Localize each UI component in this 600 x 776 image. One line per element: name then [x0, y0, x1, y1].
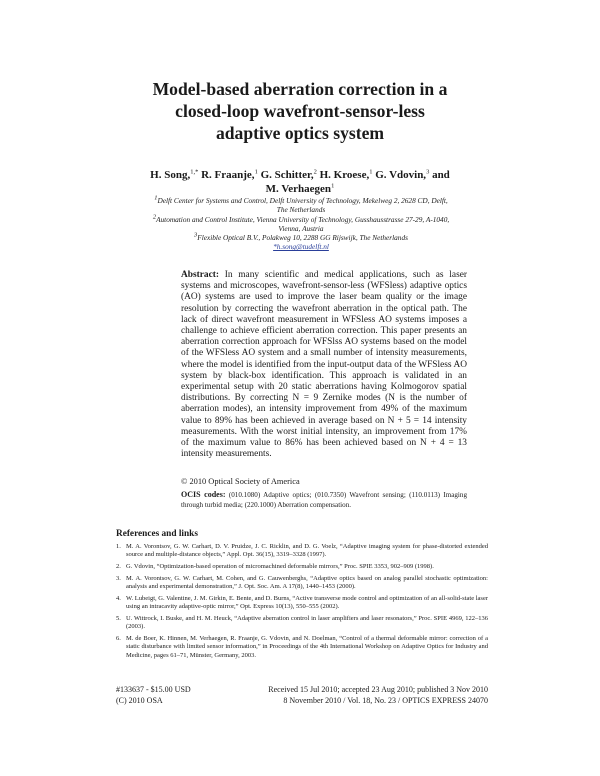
footer-left — [116, 685, 191, 706]
journal-citation: 8 November 2010 / Vol. 18, No. 23 / OPTICS EXPRESS 24070 — [283, 695, 488, 705]
affiliation-text: Automation and Control Institute, Vienna University of Technology, Gusshausstrasse 27-29, A-1040, Vienna, Austria — [156, 214, 450, 233]
abstract-body: In many scientific and medical applications, such as laser systems and microscopes, wavefront-sensor-less (WFSless) adaptive optics (AO) systems are used to improve the laser beam quality or the image resolution by correcting the wavefront aberration in the optical path. The lack of direct wavefront measurement in WFSless AO systems imposes a challenge to achieve efficient aberration correction. This paper presents an aberration correction approach for WFSlss AO systems based on the model of the WFSless AO system and a small number of intensity measurements, where the model is identified from the input-output data of the WFSless AO system by black-box identification. This approach is validated in an experimental setup with 20 static aberrations having Kolmogorov spatial distributions. By correcting N = 9 Zernike modes (N is the number of aberration modes), an intensity improvement from 49% of the maximum value to 89% has been achieved in average based on N + 5 = 14 intensity measurements. With the worst initial intensity, an improvement from 17% of the maximum value to 86% has been achieved based on N + 4 = 13 intensity measurements. — [181, 270, 467, 460]
footer-copyright: (C) 2010 OSA — [116, 695, 163, 705]
paper-title — [100, 78, 500, 144]
abstract — [181, 270, 467, 460]
reference-text: U. Wittrock, I. Buske, and H. M. Heuck, “Adaptive aberration control in laser amplifiers and laser resonators,” Proc. SPIE 4969, 122–136 (2003). — [126, 615, 488, 631]
reference-text: W. Lubeigt, G. Valentine, J. M. Girkin, E. Bente, and D. Burns, “Active transverse mode control and optimization of an all-solid-state laser using an intracavity adaptive-optic mirror,” Opt. Express 10(13), 550–555 (2002). — [126, 594, 488, 611]
reference-number: 4. — [116, 594, 121, 602]
affiliation — [148, 196, 454, 215]
author-name: G. Schitter, — [260, 169, 314, 181]
reference-text: M. A. Vorontsov, G. W. Carhart, M. Cohen, and G. Cauwenberghs, “Adaptive optics based on analog parallel stochastic optimization: analysis and experimental demonstration,” J. Opt. Soc. Am. A 17(8), 1440–1453 (2000). — [126, 574, 488, 591]
author-email-link[interactable]: *h.song@tudelft.nl — [273, 242, 329, 252]
author-name: H. Kroese, — [319, 169, 370, 181]
footer-right — [268, 685, 488, 706]
copyright-notice: © 2010 Optical Society of America — [181, 477, 300, 486]
author-name: G. Vdovin, — [375, 169, 427, 181]
affiliation-mark: 2 — [152, 213, 157, 221]
author-affiliation-mark: 1 — [254, 168, 258, 176]
reference-item — [116, 595, 488, 612]
reference-number: 1. — [116, 543, 121, 550]
ocis-codes — [181, 490, 467, 510]
reference-item — [116, 563, 488, 571]
reference-list — [116, 543, 488, 664]
reference-item — [116, 543, 488, 560]
author-affiliation-mark: 1,* — [190, 168, 199, 176]
affiliation-text: Delft Center for Systems and Control, Delft University of Technology, Mekelweg 2, 2628 CD, Delft, The Netherlands — [157, 196, 448, 215]
reference-number: 3. — [116, 574, 121, 582]
author-affiliation-mark: 1 — [369, 168, 373, 176]
author-affiliation-mark: 3 — [426, 168, 430, 176]
author-affiliation-mark: 2 — [313, 168, 317, 176]
reference-number: 6. — [116, 635, 121, 643]
affiliations — [148, 196, 454, 252]
references-heading: References and links — [116, 529, 198, 539]
ocis-heading: OCIS codes: — [181, 490, 226, 499]
author-name: and M. Verhaegen — [265, 169, 450, 195]
publication-history: Received 15 Jul 2010; accepted 23 Aug 2010; published 3 Nov 2010 — [268, 685, 488, 694]
title-line: adaptive optics system — [215, 123, 385, 143]
article-id: #133637 - $15.00 USD — [116, 685, 191, 694]
reference-item — [116, 575, 488, 592]
affiliation-mark: 3 — [194, 231, 198, 239]
affiliation — [148, 233, 454, 242]
author-name: H. Song, — [150, 169, 191, 181]
reference-number: 5. — [116, 615, 121, 623]
title-line: closed-loop wavefront-sensor-less — [175, 101, 425, 121]
author-list — [150, 168, 450, 196]
author-name: R. Fraanje, — [201, 169, 255, 181]
reference-text: G. Vdovin, “Optimization-based operation of micromachined deformable mirrors,” Proc. SPIE 3353, 902–909 (1998). — [126, 563, 434, 571]
reference-item — [116, 635, 488, 660]
affiliation-mark: 1 — [154, 194, 158, 202]
reference-text: M. A. Vorontsov, G. W. Carhart, D. V. Pruidze, J. C. Ricklin, and D. G. Voelz, “Adaptive imaging system for phase-distorted extended source and multiple-distance objects,” Appl. Opt. 36(15), 3319–3328 (1997). — [126, 543, 488, 559]
affiliation — [148, 215, 454, 234]
reference-item — [116, 615, 488, 632]
author-affiliation-mark: 1 — [331, 182, 335, 190]
affiliation-text: Flexible Optical B.V., Polakweg 10, 2288 GG Rijswijk, The Netherlands — [197, 233, 408, 243]
reference-number: 2. — [116, 563, 121, 571]
title-line: Model-based aberration correction in a — [152, 79, 448, 99]
abstract-heading: Abstract: — [181, 270, 220, 280]
reference-text: M. de Boer, K. Hinnen, M. Verhaegen, R. Fraanje, G. Vdovin, and N. Doelman, “Control of a thermal deformable mirror: correction of a static disturbance with limited sensor information,” in Proceedings of the 4th International Workshop on Adaptive Optics for Industry and Medicine, pages 61–71, Münster, Germany, 2003. — [126, 635, 488, 659]
ocis-body: (010.1080) Adaptive optics; (010.7350) Wavefront sensing; (110.0113) Imaging through turbid media; (220.1000) Aberration compensation. — [181, 491, 467, 509]
